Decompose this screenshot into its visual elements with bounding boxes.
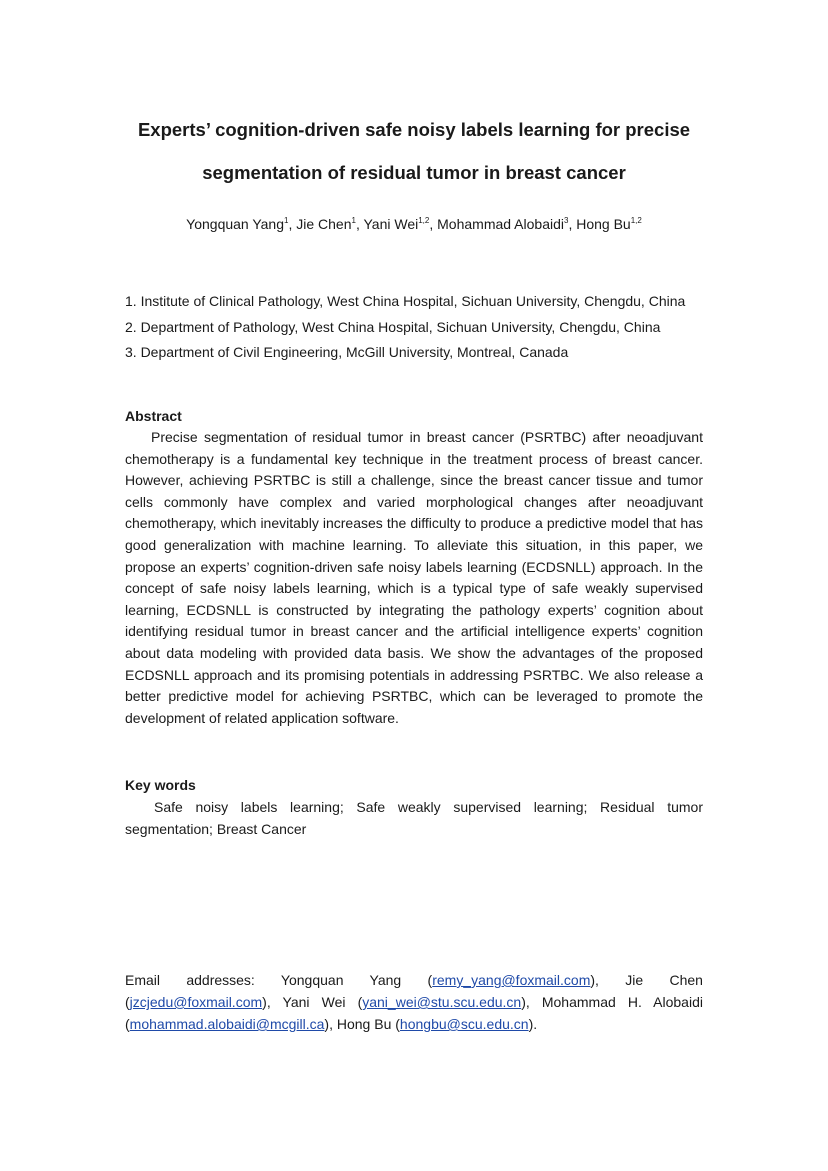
email-link[interactable]: remy_yang@foxmail.com bbox=[432, 972, 591, 988]
keywords-heading: Key words bbox=[125, 777, 196, 793]
abstract-body: Precise segmentation of residual tumor in breast cancer (PSRTBC) after neoadjuvant chemotherapy is a fundamental key technique in the treatment process of breast cancer. However, achieving PSRTBC is still a challenge, since the breast cancer tissue and tumor cells commonly have complex and varied morphological changes after neoadjuvant chemotherapy, which inevitably increases the difficulty to produce a predictive model that has good generalization with machine learning. To alleviate this situation, in this paper, we propose an experts’ cognition-driven safe noisy labels learning (ECDSNLL) approach. In the concept of safe noisy labels learning, which is a typical type of safe weakly supervised learning, ECDSNLL is constructed by integrating the pathology experts’ cognition about identifying residual tumor in breast cancer and the artificial intelligence experts’ cognition about data modeling with provided data basis. We show the advantages of the proposed ECDSNLL approach and its promising potentials in addressing PSRTBC. We also release a better predictive model for achieving PSRTBC, which can be leveraged to promote the development of related application software. bbox=[125, 429, 703, 726]
email-person-name: Hong Bu bbox=[336, 1016, 392, 1032]
author-affiliation-marker: 1 bbox=[284, 216, 289, 225]
abstract-heading: Abstract bbox=[125, 408, 182, 424]
affiliation-item: 2. Department of Pathology, West China Hospital, Sichuan University, Chengdu, China bbox=[125, 318, 661, 335]
email-person-name: Mohammad H. Alobaidi bbox=[541, 994, 703, 1010]
email-link[interactable]: mohammad.alobaidi@mcgill.ca bbox=[129, 1016, 325, 1032]
email-person-name: Jie Chen bbox=[625, 972, 703, 988]
email-person-name: Yani Wei bbox=[282, 994, 346, 1010]
author-name: Jie Chen bbox=[296, 216, 352, 232]
affiliation-item: 1. Institute of Clinical Pathology, West China Hospital, Sichuan University, Chengdu, China bbox=[125, 293, 686, 309]
paper-title-line-1: Experts’ cognition-driven safe noisy labels learning for precise bbox=[137, 119, 691, 140]
paper-title bbox=[90, 108, 738, 194]
email-person-name: Yongquan Yang bbox=[280, 972, 402, 988]
affiliation-list bbox=[125, 289, 725, 366]
author-name: Yongquan Yang bbox=[186, 216, 285, 232]
author-affiliation-marker: 1,2 bbox=[630, 216, 642, 225]
email-prefix: Email addresses: bbox=[125, 972, 255, 988]
author-affiliation-marker: 3 bbox=[564, 216, 569, 225]
keywords-body: Safe noisy labels learning; Safe weakly supervised learning; Residual tumor segmentation; Breast Cancer bbox=[125, 799, 703, 837]
paper-title-line-2: segmentation of residual tumor in breast cancer bbox=[202, 162, 626, 183]
author-affiliation-marker: 1 bbox=[351, 216, 356, 225]
email-link[interactable]: yani_wei@stu.scu.edu.cn bbox=[362, 994, 522, 1010]
email-addresses: Email addresses: Yongquan Yang (remy_yang@foxmail.com), Jie Chen (jzcjedu@foxmail.com), Yani Wei (yani_wei@stu.scu.edu.cn), Mohammad H. Alobaidi (mohammad.alobaidi@mcgill.ca), Hong Bu (hongbu@scu.edu.cn). bbox=[125, 972, 703, 1032]
author-list: Yongquan Yang$^1$, Jie Chen$^1$, Yani Wei$^{1,2}$, Mohammad Alobaidi$^3$, Hong Bu$^{1,2}$ bbox=[186, 216, 642, 232]
affiliation-item: 3. Department of Civil Engineering, McGill University, Montreal, Canada bbox=[125, 344, 569, 360]
email-link[interactable]: hongbu@scu.edu.cn bbox=[399, 1016, 529, 1032]
author-affiliation-marker: 1,2 bbox=[418, 216, 430, 225]
author-name: Hong Bu bbox=[576, 216, 631, 232]
author-name: Yani Wei bbox=[363, 216, 419, 232]
author-name: Mohammad Alobaidi bbox=[437, 216, 564, 232]
email-link[interactable]: jzcjedu@foxmail.com bbox=[129, 994, 263, 1010]
